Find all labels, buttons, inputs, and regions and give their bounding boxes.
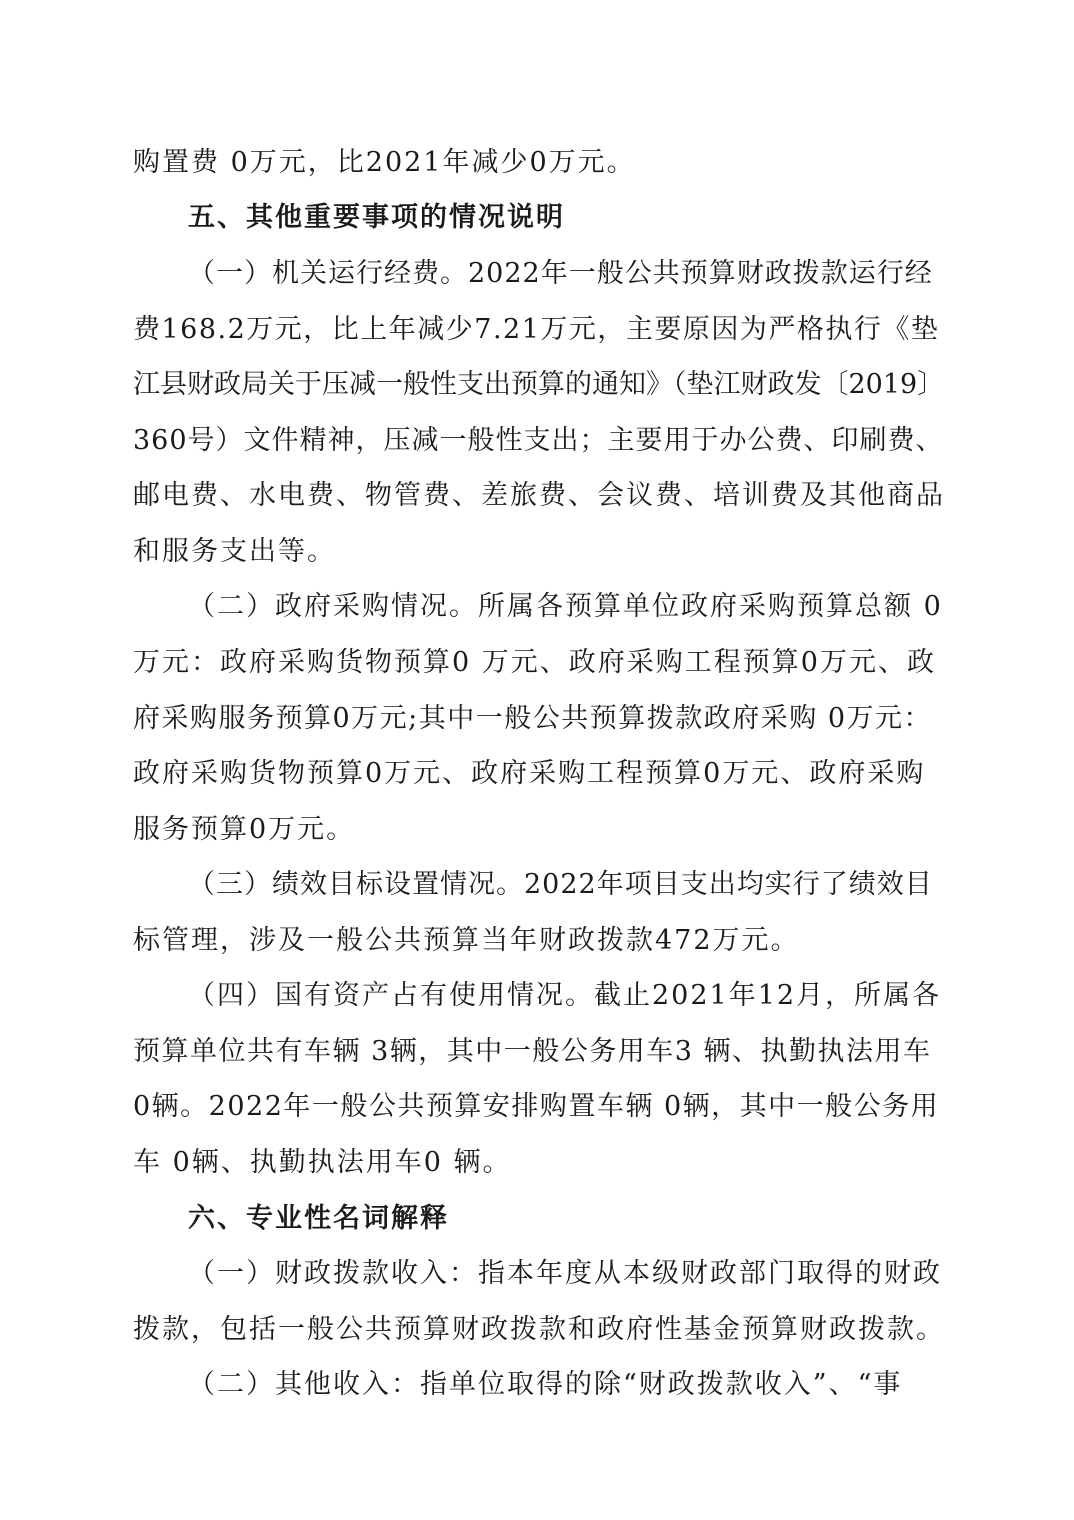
section-heading-six: 六、专业性名词解释: [188, 1203, 449, 1234]
text-line: 万元：政府采购货物预算0 万元、政府采购工程预算0万元、政: [133, 647, 936, 678]
text-line: 江县财政局关于压减一般性支出预算的通知》（垫江财政发〔2019〕: [133, 369, 945, 400]
text-line: 拨款，包括一般公共预算财政拨款和政府性基金预算财政拨款。: [133, 1314, 945, 1345]
text-line: 0辆。2022年一般公共预算安排购置车辆 0辆，其中一般公务用: [133, 1091, 940, 1122]
text-line: 购置费 0万元，比2021年减少0万元。: [133, 147, 636, 178]
text-line: 预算单位共有车辆 3辆，其中一般公务用车3 辆、执勤执法用车: [133, 1036, 932, 1067]
text-line: 邮电费、水电费、物管费、差旅费、会议费、培训费及其他商品: [133, 480, 945, 511]
text-line: （三）绩效目标设置情况。2022年项目支出均实行了绩效目: [188, 869, 933, 900]
text-line: （一）财政拨款收入：指本年度从本级财政部门取得的财政: [188, 1258, 942, 1289]
text-line: 车 0辆、执勤执法用车0 辆。: [133, 1147, 512, 1178]
text-line: （二）政府采购情况。所属各预算单位政府采购预算总额 0: [188, 591, 943, 622]
text-line: （二）其他收入：指单位取得的除“财政拨款收入”、“事: [188, 1369, 903, 1400]
text-line: 府采购服务预算0万元;其中一般公共预算拨款政府采购 0万元：: [133, 703, 933, 734]
text-line: 服务预算0万元。: [133, 814, 356, 845]
text-line: （四）国有资产占有使用情况。截止2021年12月，所属各: [188, 980, 942, 1011]
text-line: （一）机关运行经费。2022年一般公共预算财政拨款运行经: [188, 258, 933, 289]
section-heading-five: 五、其他重要事项的情况说明: [188, 202, 565, 233]
text-line: 360号）文件精神，压减一般性支出；主要用于办公费、印刷费、: [133, 425, 944, 456]
text-line: 政府采购货物预算0万元、政府采购工程预算0万元、政府采购: [133, 758, 926, 789]
text-line: 标管理，涉及一般公共预算当年财政拨款472万元。: [133, 925, 800, 956]
text-line: 费168.2万元，比上年减少7.21万元，主要原因为严格执行《垫: [133, 314, 940, 345]
text-line: 和服务支出等。: [133, 536, 336, 567]
